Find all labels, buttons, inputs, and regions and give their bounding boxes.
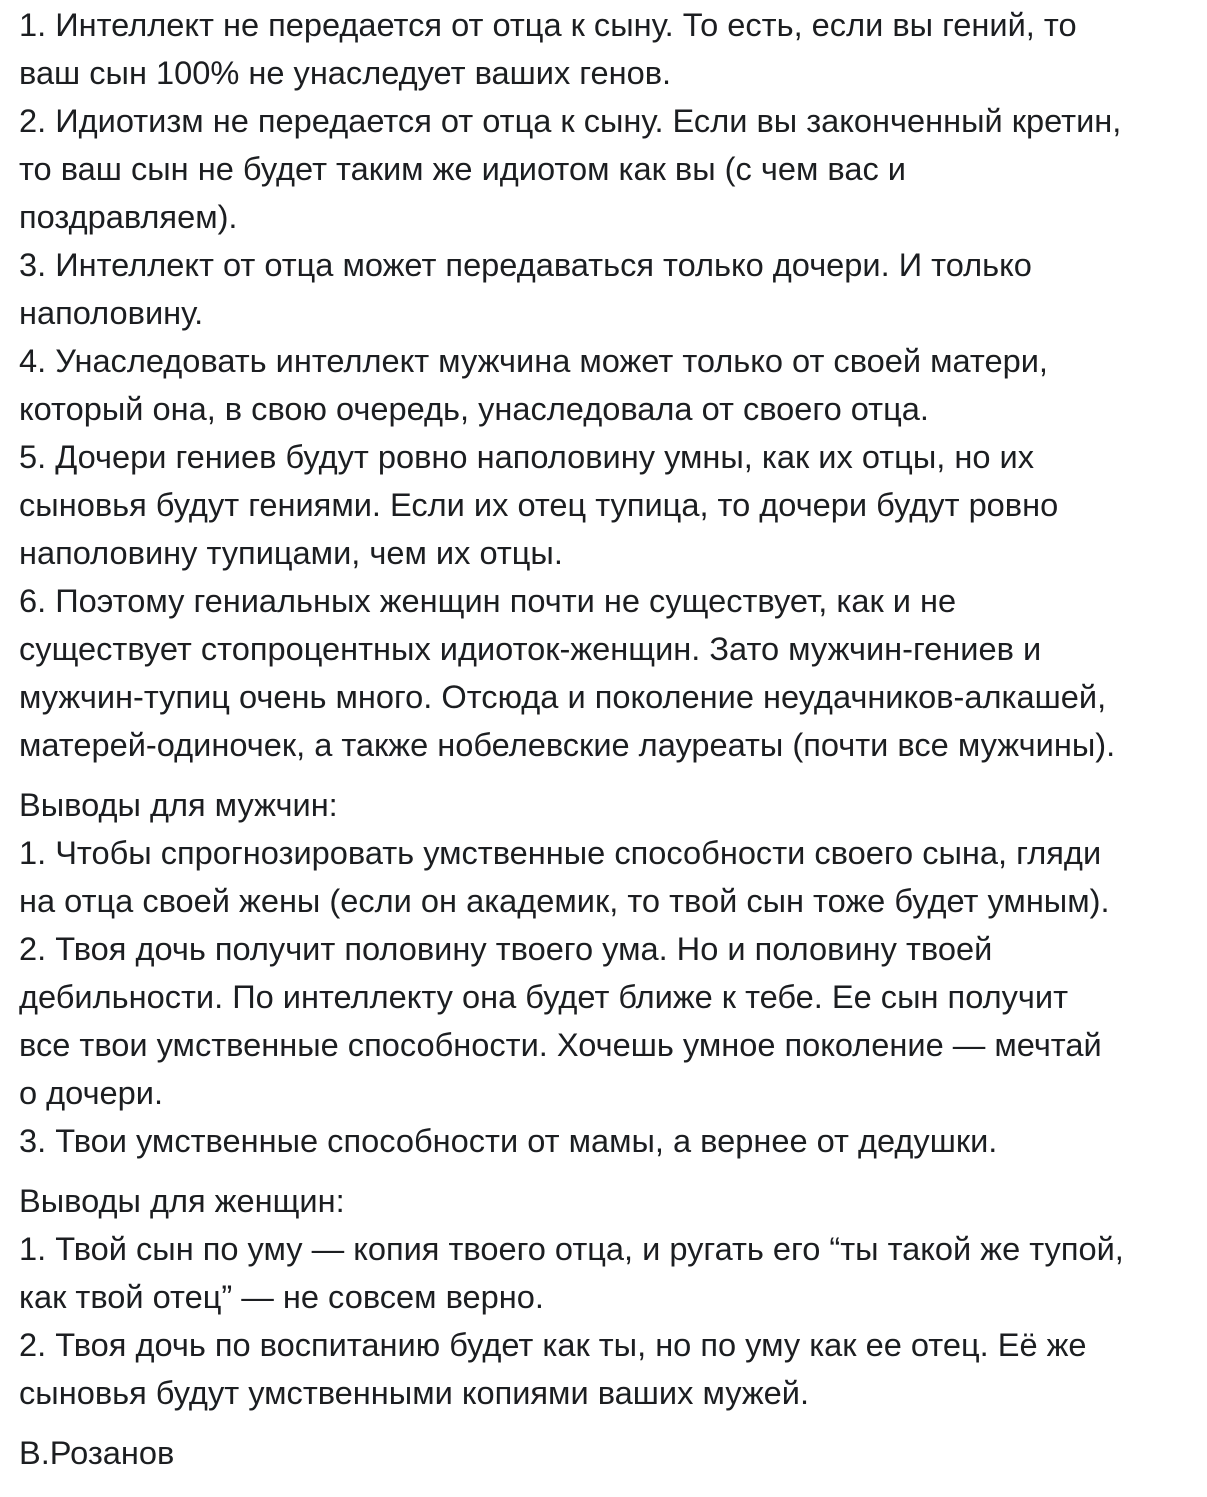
intro-line: существует стопроцентных идиоток-женщин. Зато мужчин-гениев и xyxy=(19,630,1042,667)
post-body xyxy=(19,1,1207,1489)
women-conclusions-heading: Выводы для женщин: xyxy=(19,1182,345,1219)
intro-line: ваш сын 100% не унаследует ваших генов. xyxy=(19,54,672,91)
women-conclusion-line: как твой отец” — не совсем верно. xyxy=(19,1278,544,1315)
men-conclusion-line: дебильности. По интеллекту она будет ближе к тебе. Ее сын получит xyxy=(19,978,1068,1015)
women-conclusion-line: 1. Твой сын по уму — копия твоего отца, и ругать его “ты такой же тупой, xyxy=(19,1230,1124,1267)
men-conclusion-line: 2. Твоя дочь получит половину твоего ума. Но и половину твоей xyxy=(19,930,993,967)
women-conclusion-line: сыновья будут умственными копиями ваших мужей. xyxy=(19,1374,810,1411)
men-conclusion-line: о дочери. xyxy=(19,1074,164,1111)
intro-line: 2. Идиотизм не передается от отца к сыну. Если вы законченный кретин, xyxy=(19,102,1122,139)
men-conclusion-line: 3. Твои умственные способности от мамы, а вернее от дедушки. xyxy=(19,1122,998,1159)
intro-line: мужчин-тупиц очень много. Отсюда и поколение неудачников-алкашей, xyxy=(19,678,1107,715)
men-conclusions-heading: Выводы для мужчин: xyxy=(19,786,338,823)
intro-line: то ваш сын не будет таким же идиотом как вы (с чем вас и xyxy=(19,150,907,187)
signature-block xyxy=(19,1429,1207,1477)
intro-line: матерей-одиночек, а также нобелевские лауреаты (почти все мужчины). xyxy=(19,726,1116,763)
intro-line: 5. Дочери гениев будут ровно наполовину умны, как их отцы, но их xyxy=(19,438,1034,475)
intro-line: 1. Интеллект не передается от отца к сыну. То есть, если вы гений, то xyxy=(19,6,1077,43)
author-signature: В.Розанов xyxy=(19,1434,175,1471)
intro-line: который она, в свою очередь, унаследовала от своего отца. xyxy=(19,390,929,427)
intro-line: сыновья будут гениями. Если их отец тупица, то дочери будут ровно xyxy=(19,486,1059,523)
men-conclusion-line: 1. Чтобы спрогнозировать умственные способности своего сына, гляди xyxy=(19,834,1102,871)
women-conclusion-line: 2. Твоя дочь по воспитанию будет как ты, но по уму как ее отец. Её же xyxy=(19,1326,1087,1363)
women-conclusions-paragraph xyxy=(19,1177,1207,1417)
intro-line: наполовину тупицами, чем их отцы. xyxy=(19,534,563,571)
intro-line: 6. Поэтому гениальных женщин почти не существует, как и не xyxy=(19,582,957,619)
intro-line: 3. Интеллект от отца может передаваться только дочери. И только xyxy=(19,246,1032,283)
intro-line: 4. Унаследовать интеллект мужчина может только от своей матери, xyxy=(19,342,1048,379)
men-conclusion-line: все твои умственные способности. Хочешь умное поколение — мечтай xyxy=(19,1026,1102,1063)
intro-line: наполовину. xyxy=(19,294,204,331)
intro-paragraph xyxy=(19,1,1207,769)
men-conclusion-line: на отца своей жены (если он академик, то твой сын тоже будет умным). xyxy=(19,882,1110,919)
men-conclusions-paragraph xyxy=(19,781,1207,1165)
intro-line: поздравляем). xyxy=(19,198,238,235)
